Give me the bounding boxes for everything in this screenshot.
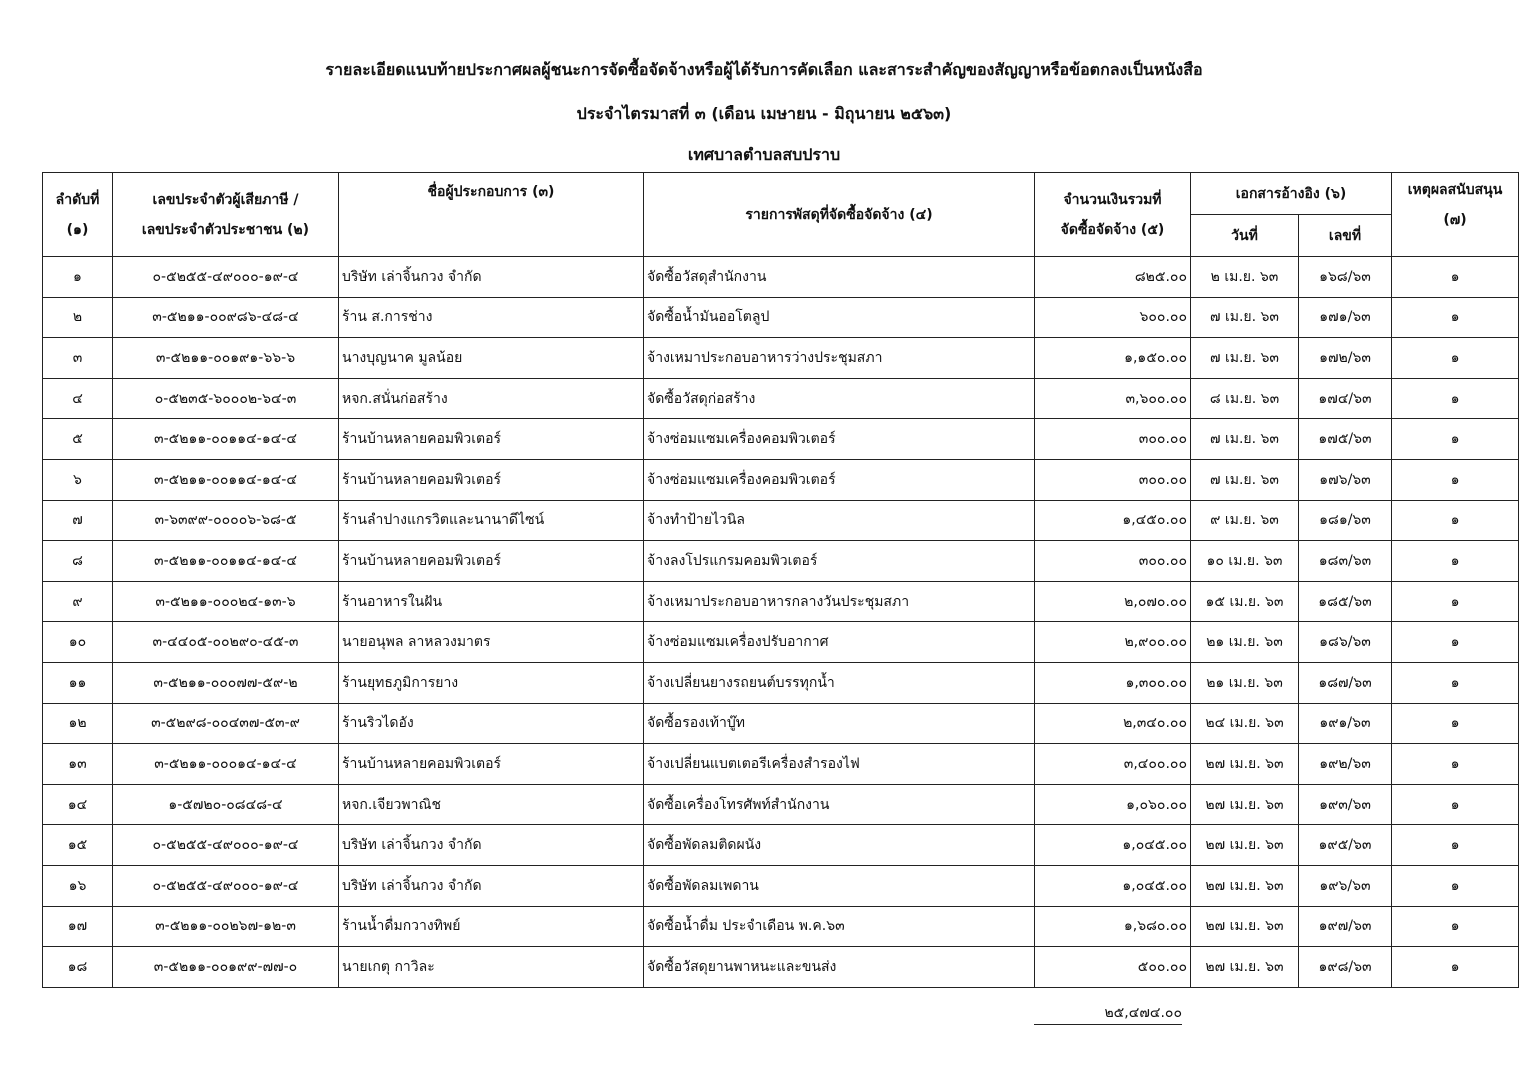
header-reason-line1: เหตุผลสนับสนุน	[1407, 182, 1503, 198]
table-row	[43, 297, 1519, 338]
cell-amount: ๒,๙๐๐.๐๐	[1035, 622, 1191, 663]
cell-vendor: ร้านบ้านหลายคอมพิวเตอร์	[339, 744, 644, 785]
cell-amount: ๑,๓๐๐.๐๐	[1035, 662, 1191, 703]
cell-taxid: ๓-๕๒๑๑-๐๐๐๗๗-๕๙-๒	[113, 662, 339, 703]
cell-vendor: นายอนุพล ลาหลวงมาตร	[339, 622, 644, 663]
cell-seq: ๔	[43, 378, 113, 419]
cell-ref-date: ๗ เม.ย. ๖๓	[1191, 338, 1299, 379]
cell-ref-no: ๑๗๒/๖๓	[1299, 338, 1392, 379]
table-row	[43, 338, 1519, 379]
cell-taxid: ๓-๕๒๑๑-๐๐๐๑๔-๑๔-๔	[113, 744, 339, 785]
cell-ref-no: ๑๙๑/๖๓	[1299, 703, 1392, 744]
cell-item: จ้างซ่อมแซมเครื่องคอมพิวเตอร์	[644, 459, 1035, 500]
header-amount-line2: จัดซื้อจัดจ้าง (๕)	[1060, 221, 1165, 238]
cell-item: จัดซื้อน้ำดื่ม ประจำเดือน พ.ค.๖๓	[644, 906, 1035, 947]
cell-ref-date: ๗ เม.ย. ๖๓	[1191, 297, 1299, 338]
cell-reason: ๑	[1392, 865, 1519, 906]
header-amount-line1: จำนวนเงินรวมที่	[1063, 191, 1162, 208]
cell-amount: ๑,๔๕๐.๐๐	[1035, 500, 1191, 541]
cell-reason: ๑	[1392, 947, 1519, 988]
cell-seq: ๑๑	[43, 662, 113, 703]
table-row	[43, 744, 1519, 785]
quarter-subtitle: ประจำไตรมาสที่ ๓ (เดือน เมษายน - มิถุนายน ๒๕๖๓)	[576, 104, 952, 123]
cell-seq: ๑๕	[43, 825, 113, 866]
cell-reason: ๑	[1392, 744, 1519, 785]
cell-ref-date: ๘ เม.ย. ๖๓	[1191, 378, 1299, 419]
cell-ref-date: ๒๗ เม.ย. ๖๓	[1191, 865, 1299, 906]
cell-seq: ๑๘	[43, 947, 113, 988]
header-seq-line1: ลำดับที่	[55, 191, 100, 208]
cell-amount: ๘๒๕.๐๐	[1035, 257, 1191, 298]
header-items-label: รายการพัสดุที่จัดซื้อจัดจ้าง (๔)	[745, 206, 933, 223]
cell-vendor: นางบุญนาค มูลน้อย	[339, 338, 644, 379]
cell-ref-date: ๒๔ เม.ย. ๖๓	[1191, 703, 1299, 744]
cell-item: จ้างเหมาประกอบอาหารกลางวันประชุมสภา	[644, 581, 1035, 622]
cell-amount: ๒,๓๔๐.๐๐	[1035, 703, 1191, 744]
cell-seq: ๘	[43, 541, 113, 582]
cell-vendor: บริษัท เล่าจิ้นกวง จำกัด	[339, 865, 644, 906]
cell-reason: ๑	[1392, 622, 1519, 663]
cell-taxid: ๓-๕๒๑๑-๐๐๑๑๔-๑๔-๔	[113, 541, 339, 582]
cell-ref-date: ๑๕ เม.ย. ๖๓	[1191, 581, 1299, 622]
header-seq-line2: (๑)	[66, 221, 89, 238]
cell-ref-no: ๑๗๑/๖๓	[1299, 297, 1392, 338]
cell-ref-date: ๒๗ เม.ย. ๖๓	[1191, 825, 1299, 866]
cell-ref-date: ๒ เม.ย. ๖๓	[1191, 257, 1299, 298]
cell-amount: ๑,๐๖๐.๐๐	[1035, 784, 1191, 825]
grand-total: ๒๕,๔๗๔.๐๐	[1104, 1005, 1182, 1021]
cell-vendor: ร้านยุทธภูมิการยาง	[339, 662, 644, 703]
header-vendor-label: ชื่อผู้ประกอบการ (๓)	[427, 184, 555, 200]
cell-seq: ๑๓	[43, 744, 113, 785]
table-row	[43, 784, 1519, 825]
cell-seq: ๑๐	[43, 622, 113, 663]
cell-vendor: นายเกตุ กาวิละ	[339, 947, 644, 988]
cell-taxid: ๓-๔๔๐๕-๐๐๒๙๐-๔๕-๓	[113, 622, 339, 663]
cell-ref-no: ๑๘๖/๖๓	[1299, 622, 1392, 663]
cell-seq: ๗	[43, 500, 113, 541]
cell-ref-no: ๑๘๑/๖๓	[1299, 500, 1392, 541]
cell-ref-no: ๑๙๘/๖๓	[1299, 947, 1392, 988]
cell-vendor: ร้านลำปางแกรวิตและนานาดีไซน์	[339, 500, 644, 541]
procurement-table	[42, 172, 1519, 988]
cell-amount: ๑,๖๘๐.๐๐	[1035, 906, 1191, 947]
table-row	[43, 419, 1519, 460]
cell-item: จ้างเปลี่ยนยางรถยนต์บรรทุกน้ำ	[644, 662, 1035, 703]
cell-taxid: ๓-๖๓๙๙-๐๐๐๐๖-๖๘-๕	[113, 500, 339, 541]
cell-item: จัดซื้อวัสดุก่อสร้าง	[644, 378, 1035, 419]
cell-ref-date: ๒๗ เม.ย. ๖๓	[1191, 744, 1299, 785]
cell-amount: ๑,๐๔๕.๐๐	[1035, 825, 1191, 866]
cell-reason: ๑	[1392, 378, 1519, 419]
cell-reason: ๑	[1392, 784, 1519, 825]
cell-reason: ๑	[1392, 297, 1519, 338]
table-row	[43, 622, 1519, 663]
document-title: รายละเอียดแนบท้ายประกาศผลผู้ชนะการจัดซื้อจัดจ้างหรือผู้ได้รับการคัดเลือก และสาระสำคัญของสัญญาหรือข้อตกลงเป็นหนังสือ	[325, 60, 1203, 79]
cell-ref-date: ๒๗ เม.ย. ๖๓	[1191, 906, 1299, 947]
cell-ref-no: ๑๘๓/๖๓	[1299, 541, 1392, 582]
cell-item: จัดซื้อวัสดุยานพาหนะและขนส่ง	[644, 947, 1035, 988]
header-seq	[43, 173, 113, 257]
table-row	[43, 906, 1519, 947]
cell-ref-date: ๗ เม.ย. ๖๓	[1191, 419, 1299, 460]
cell-taxid: ๓-๕๒๑๑-๐๐๑๑๔-๑๔-๔	[113, 419, 339, 460]
cell-reason: ๑	[1392, 459, 1519, 500]
cell-amount: ๓๐๐.๐๐	[1035, 419, 1191, 460]
table-row	[43, 500, 1519, 541]
cell-item: จัดซื้อรองเท้าบู๊ท	[644, 703, 1035, 744]
cell-item: จัดซื้อเครื่องโทรศัพท์สำนักงาน	[644, 784, 1035, 825]
total-underline	[1034, 1024, 1182, 1025]
cell-seq: ๒	[43, 297, 113, 338]
cell-ref-no: ๑๙๒/๖๓	[1299, 744, 1392, 785]
table-body	[43, 257, 1519, 988]
cell-ref-no: ๑๗๕/๖๓	[1299, 419, 1392, 460]
cell-ref-date: ๙ เม.ย. ๖๓	[1191, 500, 1299, 541]
cell-taxid: ๓-๕๒๙๘-๐๐๔๓๗-๕๓-๙	[113, 703, 339, 744]
cell-ref-no: ๑๗๖/๖๓	[1299, 459, 1392, 500]
cell-taxid: ๐-๕๒๕๕-๔๙๐๐๐-๑๙-๔	[113, 825, 339, 866]
table-row	[43, 378, 1519, 419]
cell-vendor: บริษัท เล่าจิ้นกวง จำกัด	[339, 825, 644, 866]
cell-reason: ๑	[1392, 581, 1519, 622]
cell-item: จ้างซ่อมแซมเครื่องคอมพิวเตอร์	[644, 419, 1035, 460]
header-ref-no: เลขที่	[1299, 215, 1392, 257]
cell-amount: ๑,๐๔๕.๐๐	[1035, 865, 1191, 906]
organization-name: เทศบาลตำบลสบปราบ	[687, 145, 841, 164]
header-ref-date: วันที่	[1191, 215, 1299, 257]
table-row	[43, 459, 1519, 500]
cell-seq: ๕	[43, 419, 113, 460]
cell-seq: ๑	[43, 257, 113, 298]
cell-reason: ๑	[1392, 257, 1519, 298]
header-reason-line2: (๗)	[1443, 212, 1467, 228]
cell-reason: ๑	[1392, 419, 1519, 460]
cell-taxid: ๓-๕๒๑๑-๐๐๑๙๙-๗๗-๐	[113, 947, 339, 988]
cell-ref-date: ๗ เม.ย. ๖๓	[1191, 459, 1299, 500]
cell-seq: ๑๖	[43, 865, 113, 906]
cell-taxid: ๓-๕๒๑๑-๐๐๙๘๖-๔๘-๔	[113, 297, 339, 338]
header-items	[644, 173, 1035, 257]
cell-amount: ๓,๖๐๐.๐๐	[1035, 378, 1191, 419]
table-row	[43, 541, 1519, 582]
cell-ref-date: ๑๐ เม.ย. ๖๓	[1191, 541, 1299, 582]
cell-ref-date: ๒๑ เม.ย. ๖๓	[1191, 662, 1299, 703]
cell-taxid: ๓-๕๒๑๑-๐๐๒๖๗-๑๒-๓	[113, 906, 339, 947]
header-ref-group: เอกสารอ้างอิง (๖)	[1191, 173, 1392, 215]
cell-item: จัดซื้อพัดลมติดผนัง	[644, 825, 1035, 866]
header-taxid	[113, 173, 339, 257]
cell-vendor: ร้านบ้านหลายคอมพิวเตอร์	[339, 459, 644, 500]
cell-item: จ้างซ่อมแซมเครื่องปรับอากาศ	[644, 622, 1035, 663]
header-vendor	[339, 173, 644, 257]
table-row	[43, 662, 1519, 703]
cell-item: จ้างลงโปรแกรมคอมพิวเตอร์	[644, 541, 1035, 582]
cell-ref-no: ๑๗๔/๖๓	[1299, 378, 1392, 419]
cell-ref-date: ๒๑ เม.ย. ๖๓	[1191, 622, 1299, 663]
header-amount	[1035, 173, 1191, 257]
header-reason	[1392, 173, 1519, 257]
table-row	[43, 581, 1519, 622]
cell-vendor: บริษัท เล่าจิ้นกวง จำกัด	[339, 257, 644, 298]
cell-taxid: ๓-๕๒๑๑-๐๐๑๙๑-๖๖-๖	[113, 338, 339, 379]
cell-item: จัดซื้อวัสดุสำนักงาน	[644, 257, 1035, 298]
table-row	[43, 947, 1519, 988]
cell-ref-no: ๑๘๕/๖๓	[1299, 581, 1392, 622]
cell-taxid: ๐-๕๒๕๕-๔๙๐๐๐-๑๙-๔	[113, 865, 339, 906]
cell-taxid: ๑-๕๗๒๐-๐๘๔๘-๔	[113, 784, 339, 825]
cell-ref-date: ๒๗ เม.ย. ๖๓	[1191, 784, 1299, 825]
cell-amount: ๑,๑๕๐.๐๐	[1035, 338, 1191, 379]
cell-item: จ้างเปลี่ยนแบตเตอรีเครื่องสำรองไฟ	[644, 744, 1035, 785]
cell-taxid: ๐-๕๒๓๕-๖๐๐๐๒-๖๔-๓	[113, 378, 339, 419]
cell-reason: ๑	[1392, 500, 1519, 541]
table-row	[43, 825, 1519, 866]
header-taxid-line2: เลขประจำตัวประชาชน (๒)	[141, 221, 310, 238]
cell-reason: ๑	[1392, 662, 1519, 703]
cell-amount: ๖๐๐.๐๐	[1035, 297, 1191, 338]
cell-amount: ๓๐๐.๐๐	[1035, 541, 1191, 582]
cell-amount: ๒,๐๗๐.๐๐	[1035, 581, 1191, 622]
cell-taxid: ๐-๕๒๕๕-๔๙๐๐๐-๑๙-๔	[113, 257, 339, 298]
cell-reason: ๑	[1392, 338, 1519, 379]
cell-taxid: ๓-๕๒๑๑-๐๐๐๒๔-๑๓-๖	[113, 581, 339, 622]
header-taxid-line1: เลขประจำตัวผู้เสียภาษี /	[152, 191, 299, 208]
cell-reason: ๑	[1392, 906, 1519, 947]
cell-ref-no: ๑๖๘/๖๓	[1299, 257, 1392, 298]
cell-vendor: ร้านอาหารในฝัน	[339, 581, 644, 622]
cell-ref-no: ๑๙๕/๖๓	[1299, 825, 1392, 866]
cell-vendor: ร้านน้ำดื่มกวางทิพย์	[339, 906, 644, 947]
cell-amount: ๕๐๐.๐๐	[1035, 947, 1191, 988]
cell-item: จัดซื้อน้ำมันออโตลูป	[644, 297, 1035, 338]
cell-ref-no: ๑๙๓/๖๓	[1299, 784, 1392, 825]
cell-vendor: ร้าน ส.การช่าง	[339, 297, 644, 338]
cell-item: จ้างเหมาประกอบอาหารว่างประชุมสภา	[644, 338, 1035, 379]
cell-ref-date: ๒๗ เม.ย. ๖๓	[1191, 947, 1299, 988]
cell-seq: ๖	[43, 459, 113, 500]
cell-seq: ๑๒	[43, 703, 113, 744]
cell-seq: ๙	[43, 581, 113, 622]
cell-reason: ๑	[1392, 541, 1519, 582]
cell-vendor: หจก.เจียวพาณิช	[339, 784, 644, 825]
cell-ref-no: ๑๙๖/๖๓	[1299, 865, 1392, 906]
cell-amount: ๓,๔๐๐.๐๐	[1035, 744, 1191, 785]
cell-vendor: หจก.สนั่นก่อสร้าง	[339, 378, 644, 419]
cell-item: จ้างทำป้ายไวนิล	[644, 500, 1035, 541]
cell-vendor: ร้านบ้านหลายคอมพิวเตอร์	[339, 541, 644, 582]
cell-ref-no: ๑๙๗/๖๓	[1299, 906, 1392, 947]
cell-seq: ๑๔	[43, 784, 113, 825]
cell-vendor: ร้านบ้านหลายคอมพิวเตอร์	[339, 419, 644, 460]
table-row	[43, 865, 1519, 906]
table-row	[43, 703, 1519, 744]
table-row	[43, 257, 1519, 298]
cell-amount: ๓๐๐.๐๐	[1035, 459, 1191, 500]
cell-reason: ๑	[1392, 703, 1519, 744]
cell-reason: ๑	[1392, 825, 1519, 866]
cell-vendor: ร้านริวไดอัง	[339, 703, 644, 744]
cell-taxid: ๓-๕๒๑๑-๐๐๑๑๔-๑๔-๔	[113, 459, 339, 500]
cell-ref-no: ๑๘๗/๖๓	[1299, 662, 1392, 703]
cell-seq: ๓	[43, 338, 113, 379]
cell-item: จัดซื้อพัดลมเพดาน	[644, 865, 1035, 906]
cell-seq: ๑๗	[43, 906, 113, 947]
